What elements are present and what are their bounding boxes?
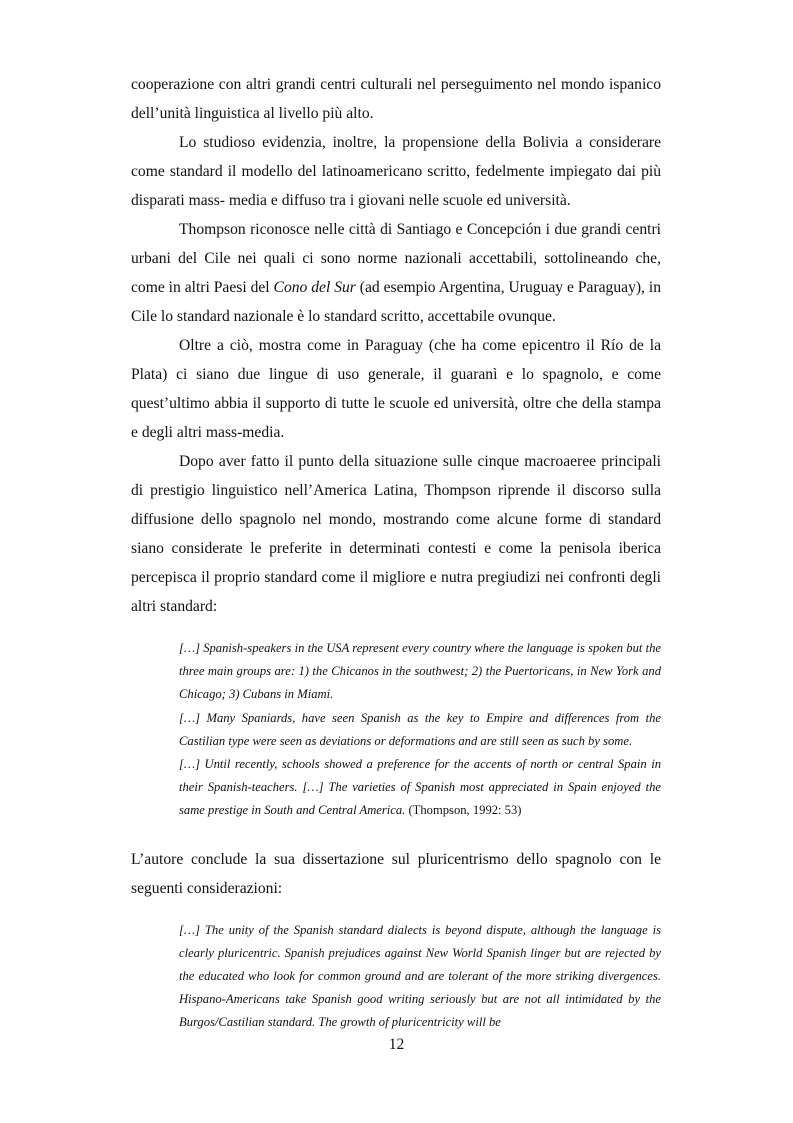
paragraph-2: Lo studioso evidenzia, inoltre, la propensione della Bolivia a considerare come standard il modello del latinoamericano scritto, fedelmente impiegato dai più disparati mass- media e diffuso tra i giovani nelle scuole ed università. — [131, 134, 661, 209]
quote-1-part-2: […] Many Spaniards, have seen Spanish as the key to Empire and differences from the Castilian type were seen as deviations or deformations and are still seen as such by some. — [179, 710, 661, 748]
paragraph-6: L’autore conclude la sua dissertazione sul pluricentrismo dello spagnolo con le seguenti considerazioni: — [131, 850, 661, 897]
paragraph-5: Dopo aver fatto il punto della situazione sulle cinque macroaeree principali di prestigio linguistico nell’America Latina, Thompson riprende il discorso sulla diffusione dello spagnolo nel mondo, mostrando come alcune forme di standard siano considerate le preferite in determinati contesti e come la penisola iberica percepisca il proprio standard come il migliore e nutra pregiudizi nei confronti degli altri standard: — [131, 453, 661, 615]
quote-1-citation: (Thompson, 1992: 53) — [408, 803, 522, 818]
page-number: 12 — [388, 1036, 405, 1053]
paragraph-3-italic-term: Cono del Sur — [273, 279, 356, 296]
quote-1-part-3-text: […] Until recently, schools showed a preference for the accents of north or central Spain in their Spanish-teachers. […] The varieties of Spanish most appreciated in Spain enjoyed the same prestige in South and Central America. — [179, 757, 661, 818]
quote-2-text: […] The unity of the Spanish standard dialects is beyond dispute, although the language is clearly pluricentric. Spanish prejudices against New World Spanish linger but are rejected by the educated who look for common ground and are tolerant of the more striking divergences. Hispano-Americans take Spanish good writing seriously but are not all intimidated by the Burgos/Castilian standard. The growth of pluricentricity will be — [179, 922, 661, 1030]
block-quote-2 — [179, 919, 661, 1035]
paragraph-4: Oltre a ciò, mostra come in Paraguay (che ha come epicentro il Río de la Plata) ci siano due lingue di uso generale, il guaranì e lo spagnolo, e come quest’ultimo abbia il supporto di tutte le scuole ed università, oltre che della stampa e degli altri mass-media. — [131, 337, 661, 441]
paragraph-1: cooperazione con altri grandi centri culturali nel perseguimento nel mondo ispanico dell’unità linguistica al livello più alto. — [131, 76, 661, 122]
document-page — [131, 70, 661, 1035]
paragraph-3-text-before: Thompson riconosce nelle città di Santiago e Concepción i due grandi centri urbani del Cile nei quali ci sono norme nazionali accettabili, sottolineando che, come in altri Paesi del — [131, 221, 661, 296]
paragraph-3 — [131, 215, 661, 331]
quote-1-part-3 — [179, 753, 661, 823]
paragraph-3-text-after: (ad esempio Argentina, Uruguay e Paraguay), in Cile lo standard nazionale è lo standard scritto, accettabile ovunque. — [131, 279, 661, 325]
quote-1-part-1: […] Spanish-speakers in the USA represent every country where the language is spoken but the three main groups are: 1) the Chicanos in the southwest; 2) the Puertoricans, in New York and Chicago; 3) Cubans in Miami. — [179, 641, 661, 702]
block-quote-1 — [179, 637, 661, 823]
